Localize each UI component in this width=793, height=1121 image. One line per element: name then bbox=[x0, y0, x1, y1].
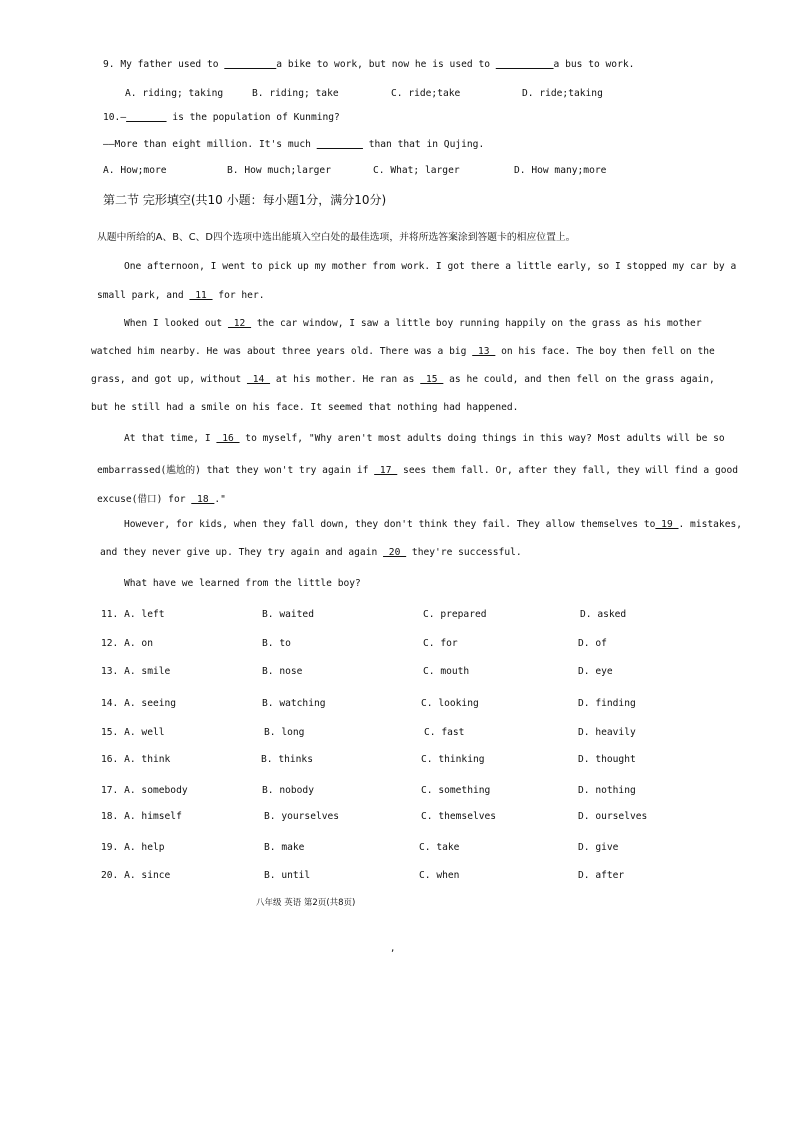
page-footer: 八年级 英语 第2页(共8页) bbox=[256, 898, 356, 908]
passage-line: and they never give up. They try again and again 20 they're successful. bbox=[100, 547, 522, 558]
passage-line: However, for kids, when they fall down, they don't think they fail. They allow themselves to 19 . mistakes, bbox=[124, 519, 743, 530]
q10-option-d: D. How many;more bbox=[514, 165, 607, 176]
choice-14-d: D. finding bbox=[578, 698, 636, 709]
blank-11: 11 bbox=[189, 290, 213, 301]
blank bbox=[224, 59, 276, 70]
passage-line: small park, and 11 for her. bbox=[97, 290, 265, 301]
stray-mark: , bbox=[390, 944, 396, 954]
passage-line: When I looked out 12 the car window, I saw a little boy running happily on the grass as his mother bbox=[124, 318, 702, 329]
question-10-reply: ——More than eight million. It's much than that in Qujing. bbox=[103, 139, 485, 150]
choice-15-c: C. fast bbox=[424, 727, 465, 738]
choice-13-c: C. mouth bbox=[423, 666, 470, 677]
q10-option-a: A. How;more bbox=[103, 165, 167, 176]
section-instruction: 从题中所给的A、B、C、D四个选项中选出能填入空白处的最佳选项，并将所选答案涂到答题卡的相应位置上。 bbox=[97, 232, 576, 243]
q9-option-c: C. ride;take bbox=[391, 88, 461, 99]
choice-16-b: B. thinks bbox=[261, 754, 313, 765]
choice-19-a: 19. A. help bbox=[101, 842, 165, 853]
choice-20-a: 20. A. since bbox=[101, 870, 171, 881]
choice-20-b: B. until bbox=[264, 870, 311, 881]
choice-18-a: 18. A. himself bbox=[101, 811, 182, 822]
choice-15-b: B. long bbox=[264, 727, 305, 738]
blank bbox=[126, 112, 166, 123]
choice-18-c: C. themselves bbox=[421, 811, 497, 822]
choice-16-c: C. thinking bbox=[421, 754, 485, 765]
passage-line: At that time, I 16 to myself, "Why aren't most adults doing things in this way? Most adults will be so bbox=[124, 433, 725, 444]
passage-line: watched him nearby. He was about three years old. There was a big 13 on his face. The boy then fell on the bbox=[91, 346, 715, 357]
choice-15-a: 15. A. well bbox=[101, 727, 165, 738]
blank-15: 15 bbox=[420, 374, 444, 385]
passage-line: but he still had a smile on his face. It seemed that nothing had happened. bbox=[91, 402, 519, 413]
choice-17-a: 17. A. somebody bbox=[101, 785, 188, 796]
q10-option-b: B. How much;larger bbox=[227, 165, 331, 176]
blank-14: 14 bbox=[246, 374, 271, 385]
blank bbox=[317, 139, 363, 150]
choice-18-b: B. yourselves bbox=[264, 811, 340, 822]
blank-16: 16 bbox=[216, 433, 240, 444]
choice-14-a: 14. A. seeing bbox=[101, 698, 177, 709]
choice-13-d: D. eye bbox=[578, 666, 613, 677]
choice-19-d: D. give bbox=[578, 842, 619, 853]
choice-20-c: C. when bbox=[419, 870, 460, 881]
blank-17: 17 bbox=[374, 465, 398, 476]
choice-17-c: C. something bbox=[421, 785, 491, 796]
question-10-stem: 10.— is the population of Kunming? bbox=[103, 112, 340, 123]
choice-13-b: B. nose bbox=[262, 666, 303, 677]
choice-18-d: D. ourselves bbox=[578, 811, 648, 822]
choice-17-d: D. nothing bbox=[578, 785, 636, 796]
choice-11-b: B. waited bbox=[262, 609, 314, 620]
choice-12-d: D. of bbox=[578, 638, 607, 649]
choice-11-a: 11. A. left bbox=[101, 609, 165, 620]
choice-14-c: C. looking bbox=[421, 698, 479, 709]
q9-option-d: D. ride;taking bbox=[522, 88, 603, 99]
q10-option-c: C. What; larger bbox=[373, 165, 460, 176]
blank-13: 13 bbox=[472, 346, 496, 357]
blank-19: 19 bbox=[655, 519, 679, 530]
passage-line: What have we learned from the little boy? bbox=[124, 578, 361, 589]
question-9-stem: 9. My father used to a bike to work, but now he is used to a bus to work. bbox=[103, 59, 635, 70]
passage-line: grass, and got up, without 14 at his mother. He ran as 15 as he could, and then fell on the grass again, bbox=[91, 374, 715, 385]
choice-19-c: C. take bbox=[419, 842, 460, 853]
blank-18: 18 bbox=[191, 494, 215, 505]
choice-16-d: D. thought bbox=[578, 754, 636, 765]
choice-19-b: B. make bbox=[264, 842, 305, 853]
choice-12-a: 12. A. on bbox=[101, 638, 153, 649]
passage-line: embarrassed(尴尬的) that they won't try again if 17 sees them fall. Or, after they fall, they will find a good bbox=[97, 465, 739, 476]
choice-17-b: B. nobody bbox=[262, 785, 314, 796]
choice-20-d: D. after bbox=[578, 870, 625, 881]
blank-12: 12 bbox=[227, 318, 252, 329]
choice-11-d: D. asked bbox=[580, 609, 627, 620]
section-title: 第二节 完形填空(共10 小题：每小题1分，满分10分) bbox=[103, 193, 387, 207]
blank-20: 20 bbox=[383, 547, 407, 558]
passage-line: One afternoon, I went to pick up my mother from work. I got there a little early, so I stopped my car by a bbox=[124, 261, 737, 272]
blank bbox=[496, 59, 554, 70]
choice-12-c: C. for bbox=[423, 638, 458, 649]
q9-option-a: A. riding; taking bbox=[125, 88, 224, 99]
choice-12-b: B. to bbox=[262, 638, 291, 649]
choice-13-a: 13. A. smile bbox=[101, 666, 171, 677]
choice-11-c: C. prepared bbox=[423, 609, 487, 620]
choice-16-a: 16. A. think bbox=[101, 754, 171, 765]
q9-option-b: B. riding; take bbox=[252, 88, 339, 99]
choice-15-d: D. heavily bbox=[578, 727, 636, 738]
choice-14-b: B. watching bbox=[262, 698, 326, 709]
passage-line: excuse(借口) for 18 ." bbox=[97, 494, 226, 505]
